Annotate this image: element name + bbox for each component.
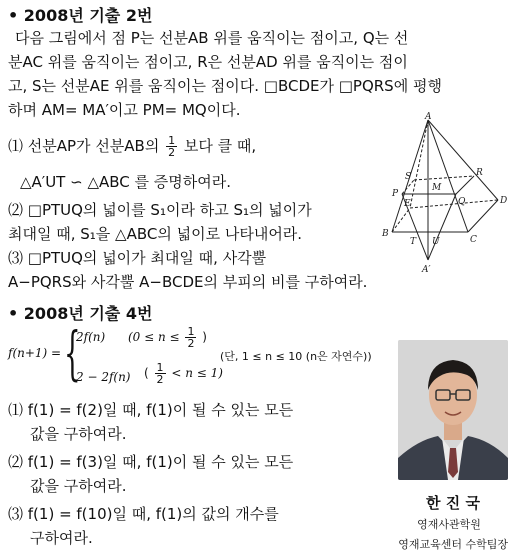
author-photo (398, 340, 508, 480)
figure-label-p: P (392, 189, 399, 199)
figure-label-q: Q (458, 197, 466, 207)
problem1-q1-suffix: 보다 클 때, (183, 137, 257, 155)
figure-label-e: E (404, 199, 411, 209)
problem2-header: • 2008년 기출 4번 (8, 304, 153, 323)
problem1-q2-line1: ⑵ □PTUQ의 넓이를 S₁이라 하고 S₁의 넓이가 (8, 201, 312, 219)
case1-condition (128, 326, 207, 349)
figure-label-s: S (405, 172, 412, 182)
case2-fraction (155, 362, 166, 385)
pyramid-figure (370, 112, 510, 277)
case2-condition-text: < n ≤ 1) (171, 366, 223, 380)
problem1-q2-line2: 최대일 때, S₁을 △ABC의 넓이로 나타내어라. (8, 225, 303, 243)
fraction-denominator: 2 (187, 337, 195, 350)
case2-open: ( (144, 366, 149, 380)
problem1-q1-line2: △A′UT ∽ △ABC 를 증명하여라. (20, 173, 231, 191)
figure-label-m: M (432, 183, 442, 193)
problem1-q3-line1: ⑶ □PTUQ의 넓이가 최대일 때, 사각뿔 (8, 249, 267, 267)
case1-expr: 2f(n) (76, 330, 106, 344)
fraction-denominator: 2 (168, 146, 176, 159)
author-org2: 영재교육센터 수학팀장 (398, 538, 508, 551)
piecewise-function (8, 319, 388, 392)
problem1-q1-fraction (166, 135, 177, 158)
case2-condition (144, 362, 223, 385)
function-lhs: f(n+1) = (8, 346, 62, 360)
fraction-numerator: 1 (168, 134, 176, 147)
figure-label-b: B (382, 229, 389, 239)
problem2-q1-line1: ⑴ f(1) = f(2)일 때, f(1)이 될 수 있는 모든 (8, 401, 294, 419)
case1-close: ) (202, 330, 207, 344)
problem2-q3-line1: ⑶ f(1) = f(10)일 때, f(1)의 값의 개수를 (8, 505, 279, 523)
problem2-q3-line2: 구하여라. (30, 529, 93, 547)
figure-label-r: R (476, 168, 483, 178)
author-portrait-image (398, 340, 508, 480)
function-condition: (단, 1 ≤ n ≤ 10 (n은 자연수)) (220, 350, 372, 363)
problem1-text-line1: 다음 그림에서 점 P는 선분AB 위를 움직이는 점이고, Q는 선 (15, 29, 409, 47)
fraction-numerator: 1 (187, 325, 195, 338)
problem2-q2-line1: ⑵ f(1) = f(3)일 때, f(1)이 될 수 있는 모든 (8, 453, 294, 471)
problem2-q1-line2: 값을 구하여라. (30, 425, 127, 443)
problem1-q3-line2: A−PQRS와 사각뿔 A−BCDE의 부피의 비를 구하여라. (8, 273, 368, 291)
figure-label-d: D (500, 196, 508, 206)
problem1-q1 (8, 134, 256, 158)
case1-fraction (185, 326, 196, 349)
cases-brace: { (64, 319, 81, 387)
problem1-text-line3: 고, S는 선분AE 위를 움직이는 점이다. □BCDE가 □PQRS에 평행 (8, 77, 442, 95)
figure-label-u: U (432, 237, 440, 247)
problem1-text-line4: 하며 AM= MA′이고 PM= MQ이다. (8, 101, 241, 119)
author-org1: 영재사관학원 (417, 518, 481, 531)
fraction-numerator: 1 (156, 361, 164, 374)
problem1-text-line2: 분AC 위를 움직이는 점이고, R은 선분AD 위를 움직이는 점이 (8, 53, 408, 71)
problem1-q1-prefix: ⑴ 선분AP가 선분AB의 (8, 137, 160, 155)
case2-expr: 2 − 2f(n) (76, 370, 131, 384)
fraction-denominator: 2 (156, 373, 164, 386)
figure-label-t: T (410, 237, 417, 247)
problem2-q2-line2: 값을 구하여라. (30, 477, 127, 495)
figure-label-a-prime: A′ (422, 265, 431, 275)
problem1-header: • 2008년 기출 2번 (8, 6, 153, 25)
case1-condition-text: (0 ≤ n ≤ (128, 330, 180, 344)
figure-label-a: A (425, 112, 432, 122)
author-name: 한 진 국 (426, 494, 480, 512)
figure-label-c: C (470, 235, 477, 245)
